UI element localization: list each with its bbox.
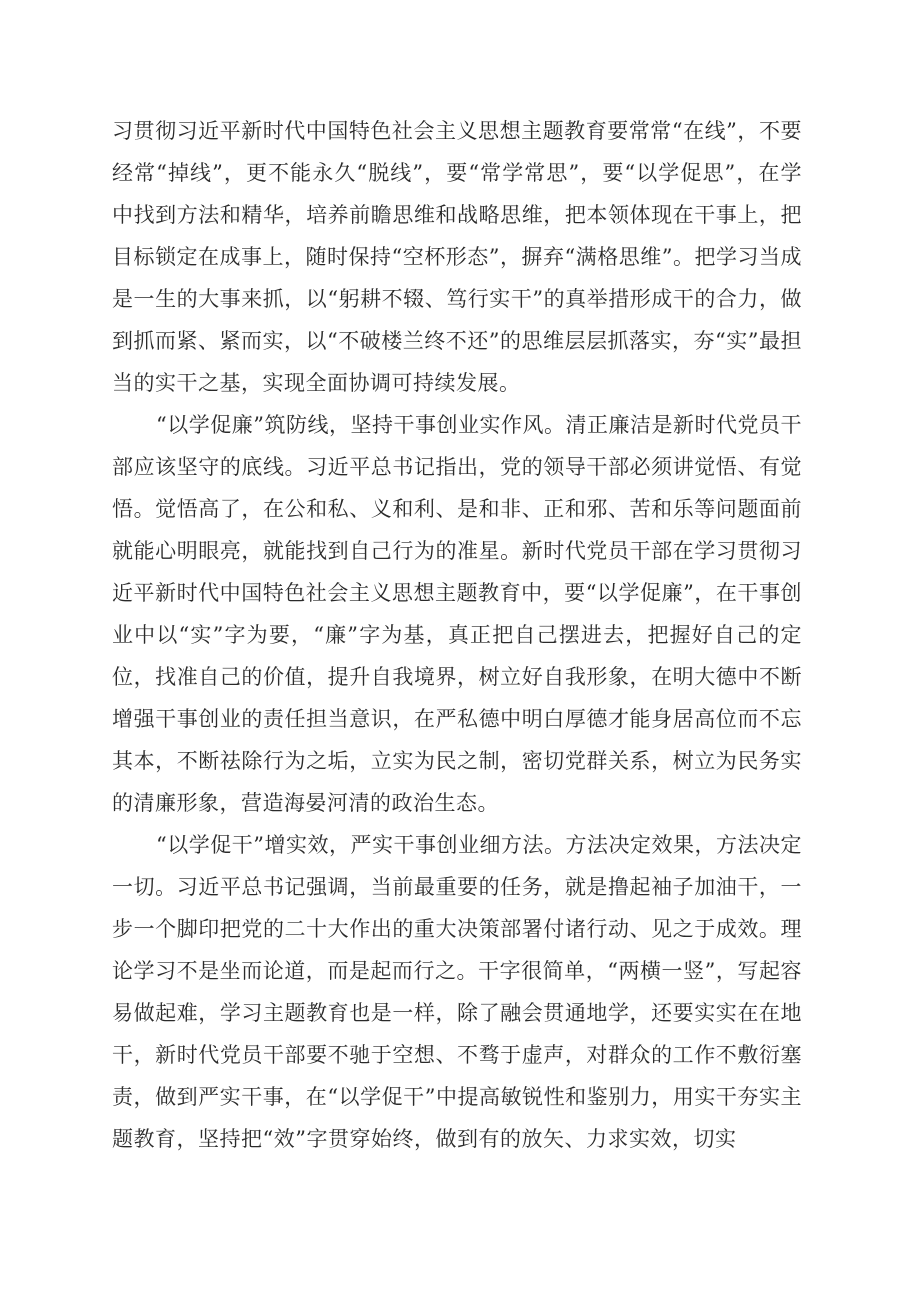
paragraph-continuation: 习贯彻习近平新时代中国特色社会主义思想主题教育要常常“在线”，不要经常“掉线”，更不能永久“脱线”，要“常学常思”，要“以学促思”，在学中找到方法和精华，培养前瞻思维和战略思维，把本领体现在干事上，把目标锁定在成事上，随时保持“空杯形态”，摒弃“满格思维”。把学习当成是一生的大事来抓，以“躬耕不辍、笃行实干”的真举措形成干的合力，做到抓而紧、紧而实，以“不破楼兰终不还”的思维层层抓落实，夯“实”最担当的实干之基，实现全面协调可持续发展。 xyxy=(112,119,802,395)
paragraph-gan: “以学促干”增实效，严实干事创业细方法。方法决定效果，方法决定一切。习近平总书记强调，当前最重要的任务，就是撸起袖子加油干，一步一个脚印把党的二十大作出的重大决策部署付诸行动、见之于成效。理论学习不是坐而论道，而是起而行之。干字很简单，“两横一竖”，写起容易做起难，学习主题教育也是一样，除了融会贯通地学，还要实实在在地干，新时代党员干部要不驰于空想、不骛于虚声，对群众的工作不敷衍塞责，做到严实干事，在“以学促干”中提高敏锐性和鉴别力，用实干夯实主题教育，坚持把“效”字贯穿始终，做到有的放矢、力求实效，切实 xyxy=(112,833,802,1151)
paragraph-lian: “以学促廉”筑防线，坚持干事创业实作风。清正廉洁是新时代党员干部应该坚守的底线。习近平总书记指出，党的领导干部必须讲觉悟、有觉悟。觉悟高了，在公和私、义和利、是和非、正和邪、苦和乐等问题面前就能心明眼亮，就能找到自己行为的准星。新时代党员干部在学习贯彻习近平新时代中国特色社会主义思想主题教育中，要“以学促廉”，在干事创业中以“实”字为要，“廉”字为基，真正把自己摆进去，把握好自己的定位，找准自己的价值，提升自我境界，树立好自我形象，在明大德中不断增强干事创业的责任担当意识，在严私德中明白厚德才能身居高位而不忘其本，不断祛除行为之垢，立实为民之制，密切党群关系，树立为民务实的清廉形象，营造海晏河清的政治生态。 xyxy=(112,413,802,815)
document-body xyxy=(112,110,802,1160)
